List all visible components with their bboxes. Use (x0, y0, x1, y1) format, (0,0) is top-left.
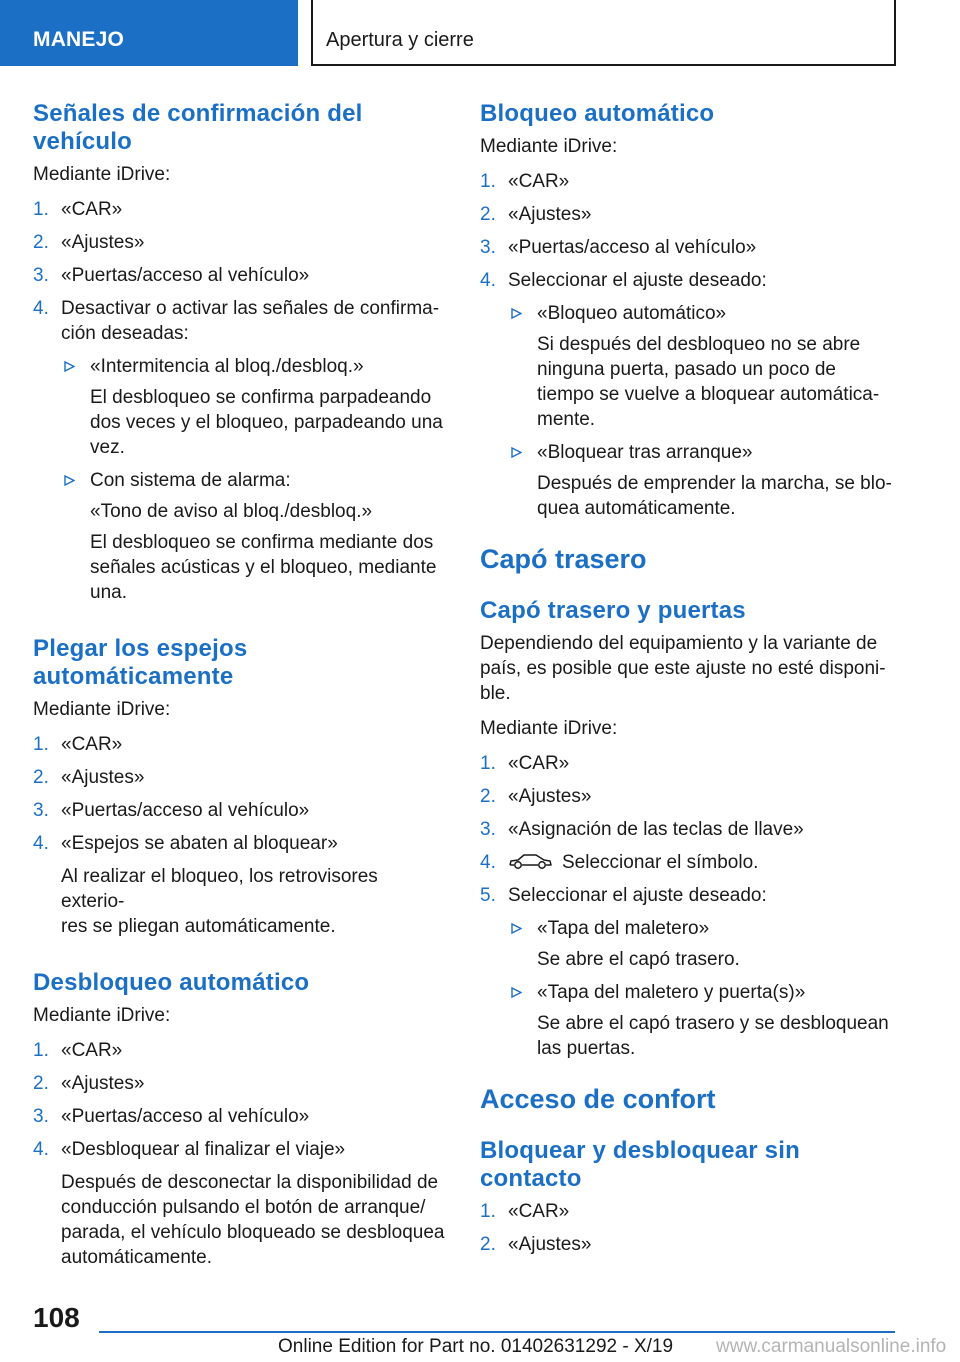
car-icon (508, 852, 552, 870)
list-item: 4. Seleccionar el ajuste deseado: «Bloqueo automático» Si después del desbloqueo no se abre ninguna puerta, pasado un poco de tiempo se vuelve a bloquear automática- mente. «Bloquear tras arranque» Después de emprender la marcha, se blo- quea automáticamente. (480, 268, 900, 521)
right-column (480, 100, 900, 1265)
heading-contactless-lock: Bloquear y desbloquear sin contacto (480, 1137, 800, 1192)
list-item: 2. «Ajustes» (33, 1073, 145, 1094)
heading-tailgate: Capó trasero (480, 544, 647, 574)
intro-text: Mediante iDrive: (480, 136, 618, 157)
steps-list (33, 197, 445, 605)
section-label: MANEJO (33, 28, 125, 51)
list-item: 3. «Puertas/acceso al vehículo» (33, 265, 310, 286)
triangle-right-icon (64, 361, 75, 372)
heading-comfort-access: Acceso de confort (480, 1084, 716, 1114)
intro-text: Mediante iDrive: (480, 718, 618, 739)
list-item: 1. «CAR» (33, 734, 123, 755)
list-item: 2. «Ajustes» (33, 767, 145, 788)
watermark-link[interactable]: www.carmanualsonline.info (716, 1336, 947, 1357)
bullet-item: «Bloquear tras arranque» Después de emprender la marcha, se blo- quea automáticamente. (508, 440, 900, 521)
body-paragraph: Dependiendo del equipamiento y la variante de país, es posible que este ajuste no esté disponi- ble. (480, 633, 886, 704)
triangle-right-icon (511, 923, 522, 934)
bullet-item: «Tapa del maletero y puerta(s)» Se abre el capó trasero y se desbloquean las puertas. (508, 980, 900, 1061)
steps-list (480, 1199, 900, 1257)
left-column (33, 100, 445, 1278)
section-tab (0, 0, 298, 66)
list-item: 4. Seleccionar el símbolo. (480, 852, 759, 873)
bullet-item: «Bloqueo automático» Si después del desbloqueo no se abre ninguna puerta, pasado un poco de tiempo se vuelve a bloquear automática- mente. (508, 301, 900, 432)
triangle-right-icon (511, 987, 522, 998)
list-item: 1. «CAR» (480, 171, 570, 192)
steps-list (33, 1038, 445, 1270)
list-item: 1. «CAR» (33, 1040, 123, 1061)
bullet-item: «Intermitencia al bloq./desbloq.» El desbloqueo se confirma parpadeando dos veces y el bloqueo, parpadeando una vez. (61, 354, 445, 460)
intro-text: Mediante iDrive: (33, 1005, 171, 1026)
list-item: 1. «CAR» (480, 753, 570, 774)
list-item: 4. Desactivar o activar las señales de confirma- ción deseadas: «Intermitencia al bloq./desbloq.» El desbloqueo se confirma parpadeando dos veces y el bloqueo, parpadeando una vez. Con sistema de alarma: «Tono de aviso al bloq./desbloq.» El desbloqueo se confirma mediante dos señales acústicas y el bloqueo, mediante una. (33, 296, 445, 605)
list-item: 3. «Puertas/acceso al vehículo» (480, 237, 757, 258)
list-item: 4. «Desbloquear al finalizar el viaje» Después de desconectar la disponibilidad de conducción pulsando el botón de arranque/ parada, el vehículo bloqueado se desbloquea automáticamente. (33, 1139, 445, 1268)
bullet-list (508, 916, 900, 1061)
triangle-right-icon (511, 308, 522, 319)
list-item: 3. «Asignación de las teclas de llave» (480, 819, 804, 840)
heading-auto-unlock: Desbloqueo automático (33, 969, 310, 996)
chapter-title: Apertura y cierre (326, 29, 474, 51)
triangle-right-icon (511, 447, 522, 458)
chapter-title-box (311, 0, 896, 66)
triangle-right-icon (64, 475, 75, 486)
heading-fold-mirrors: Plegar los espejos automáticamente (33, 635, 248, 690)
page-header (0, 0, 960, 66)
edition-text: Online Edition for Part no. 01402631292 - X/19 (278, 1336, 674, 1357)
list-item: 2. «Ajustes» (480, 204, 592, 225)
list-item: 1. «CAR» (480, 1201, 570, 1222)
intro-text: Mediante iDrive: (33, 164, 171, 185)
heading-tailgate-doors: Capó trasero y puertas (480, 597, 746, 624)
list-item: 2. «Ajustes» (33, 232, 145, 253)
heading-confirmation-signals: Señales de confirmación del vehículo (33, 100, 363, 155)
bullet-list (508, 301, 900, 521)
steps-list (480, 751, 900, 1061)
list-item: 2. «Ajustes» (480, 1234, 592, 1255)
list-item: 3. «Puertas/acceso al vehículo» (33, 800, 310, 821)
list-item: 1. «CAR» (33, 199, 123, 220)
list-item: 4. «Espejos se abaten al bloquear» Al realizar el bloqueo, los retrovisores exterio- res se pliegan automáticamente. (33, 833, 378, 937)
bullet-list (61, 354, 445, 605)
footer-divider (99, 1331, 895, 1333)
list-item: 3. «Puertas/acceso al vehículo» (33, 1106, 310, 1127)
heading-auto-lock: Bloqueo automático (480, 100, 715, 127)
steps-list (33, 732, 445, 939)
intro-text: Mediante iDrive: (33, 699, 171, 720)
steps-list (480, 169, 900, 521)
list-item: 5. Seleccionar el ajuste deseado: «Tapa del maletero» Se abre el capó trasero. «Tapa del maletero y puerta(s)» Se abre el capó trasero y se desbloquean las puertas. (480, 883, 900, 1061)
bullet-item: Con sistema de alarma: «Tono de aviso al bloq./desbloq.» El desbloqueo se confirma mediante dos señales acústicas y el bloqueo, mediante una. (61, 468, 445, 605)
page-number: 108 (33, 1302, 80, 1333)
bullet-item: «Tapa del maletero» Se abre el capó trasero. (508, 916, 900, 972)
list-item: 2. «Ajustes» (480, 786, 592, 807)
